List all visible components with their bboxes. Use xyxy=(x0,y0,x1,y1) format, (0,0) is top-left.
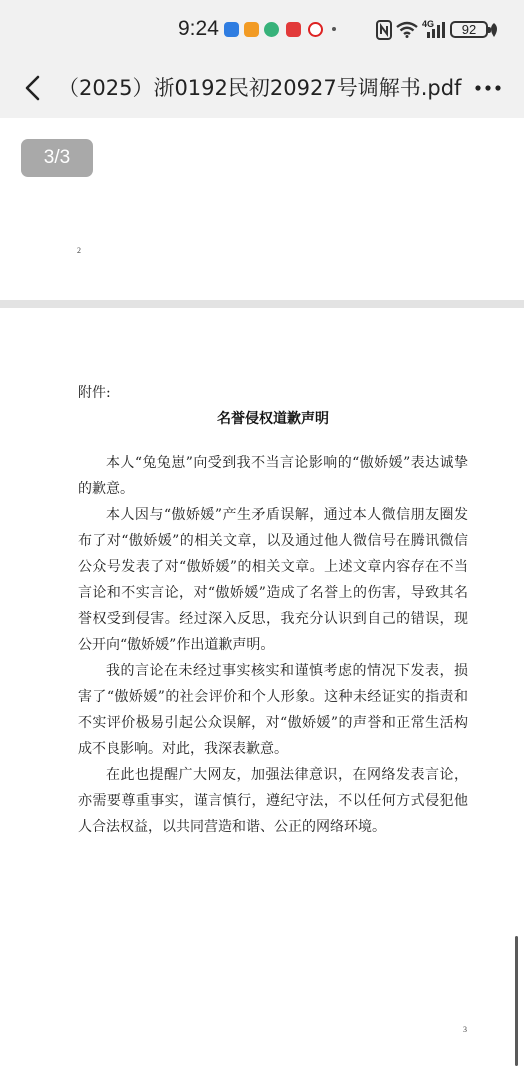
signal-icon xyxy=(427,22,445,38)
page-number: 2 xyxy=(77,246,81,255)
battery-indicator xyxy=(450,21,488,38)
statement-paragraph: 本人因与“傲娇媛”产生矛盾误解，通过本人微信朋友圈发布了对“傲娇媛”的相关文章，以及通过他人微信号在腾讯微信公众号发表了对“傲娇媛”的相关文章。上述文章内容存在不当言论和不实言论，对“傲娇媛”造成了名誉上的伤害，导致其名誉权受到侵害。经过深入反思，我充分认识到自己的错误，现公开向“傲娇媛”作出道歉声明。 xyxy=(78,507,468,653)
statement-paragraph: 本人“兔兔崽”向受到我不当言论影响的“傲娇媛”表达诚挚的歉意。 xyxy=(78,455,468,497)
status-time: 9:24 xyxy=(178,17,219,40)
statement-paragraph: 我的言论在未经过事实核实和谨慎考虑的情况下发表，损害了“傲娇媛”的社会评价和个人形象。这种未经证实的指责和不实评价极易引起公众误解，对“傲娇媛”的声誉和正常生活构成不良影响。对此，我深表歉意。 xyxy=(78,663,468,757)
statement-paragraph: 在此也提醒广大网友，加强法律意识，在网络发表言论，亦需要尊重事实，谨言慎行，遵纪守法，不以任何方式侵犯他人合法权益，以共同营造和谐、公正的网络环境。 xyxy=(78,767,468,835)
more-options-button[interactable] xyxy=(470,72,506,104)
statement-body xyxy=(78,450,468,840)
pdf-page-current xyxy=(0,308,524,1080)
wifi-icon xyxy=(396,21,418,38)
notification-app-icon xyxy=(308,22,323,37)
chevron-left-icon xyxy=(23,75,41,101)
attachment-label: 附件: xyxy=(78,385,111,401)
page-number: 3 xyxy=(463,1025,467,1034)
app-bar xyxy=(0,58,524,118)
pdf-viewer[interactable] xyxy=(0,118,524,1080)
status-bar xyxy=(0,0,524,58)
leaf-icon xyxy=(488,22,500,38)
page-indicator: 3/3 xyxy=(21,139,93,177)
battery-level: 92 xyxy=(461,22,477,37)
notification-app-icon xyxy=(224,22,239,37)
more-notifications-icon xyxy=(332,27,336,31)
notification-app-icon xyxy=(244,22,259,37)
back-button[interactable] xyxy=(14,70,50,106)
notification-app-icon xyxy=(286,22,301,37)
more-horizontal-icon xyxy=(475,85,501,91)
network-type-label: 4G xyxy=(422,19,435,29)
scrollbar-thumb[interactable] xyxy=(515,936,518,1066)
statement-title: 名誉侵权道歉声明 xyxy=(217,411,329,427)
nfc-icon xyxy=(376,20,392,40)
notification-app-icon xyxy=(264,22,279,37)
document-title: （2025）浙0192民初20927号调解书.pdf xyxy=(58,76,462,100)
